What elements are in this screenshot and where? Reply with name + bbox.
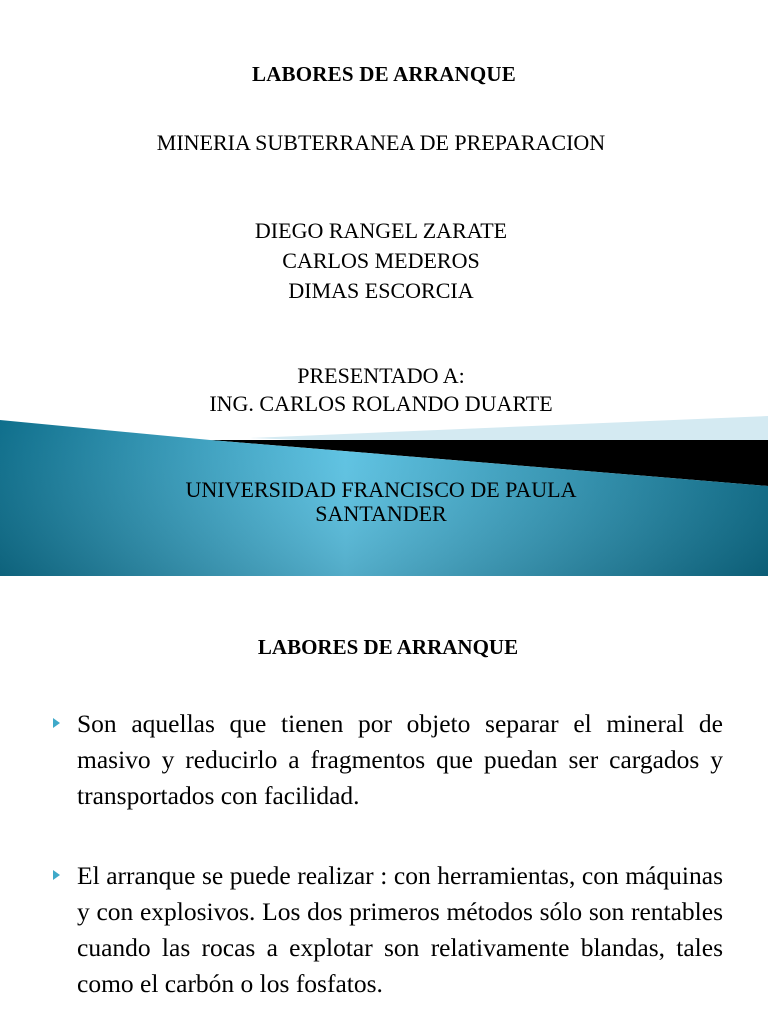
- university-line: SANTANDER: [315, 501, 447, 526]
- author-name: DIMAS ESCORCIA: [288, 278, 474, 303]
- band-pale-stripe: [250, 416, 768, 440]
- authors-list: [0, 216, 762, 306]
- bullet-text: Son aquellas que tienen por objeto separar el mineral de masivo y reducirlo a fragmentos que puedan ser cargados y transportados con facilidad.: [77, 709, 723, 810]
- university-line: UNIVERSIDAD FRANCISCO DE PAULA: [185, 477, 577, 502]
- presented-label: PRESENTADO A:: [297, 363, 465, 388]
- content-title: LABORES DE ARRANQUE: [257, 635, 519, 659]
- author-name: CARLOS MEDEROS: [282, 248, 480, 273]
- slide-subtitle: MINERIA SUBTERRANEA DE PREPARACION: [156, 130, 606, 155]
- content-slide: [0, 576, 768, 1024]
- slide-title: LABORES DE ARRANQUE: [251, 62, 516, 86]
- presented-name: ING. CARLOS ROLANDO DUARTE: [209, 391, 553, 416]
- bullet-text: El arranque se puede realizar : con herramientas, con máquinas y con explosivos. Los dos primeros métodos sólo son rentables cuando las rocas a explotar son relativamente blandas, tales como el carbón o los fosfatos.: [77, 861, 723, 998]
- triangle-bullet-icon: [53, 870, 60, 880]
- author-name: DIEGO RANGEL ZARATE: [254, 218, 508, 243]
- bullet-item: [53, 706, 723, 814]
- university-name: [0, 478, 762, 526]
- presented-to-block: [0, 362, 762, 418]
- bullet-item: [53, 858, 723, 1002]
- triangle-bullet-icon: [53, 718, 60, 728]
